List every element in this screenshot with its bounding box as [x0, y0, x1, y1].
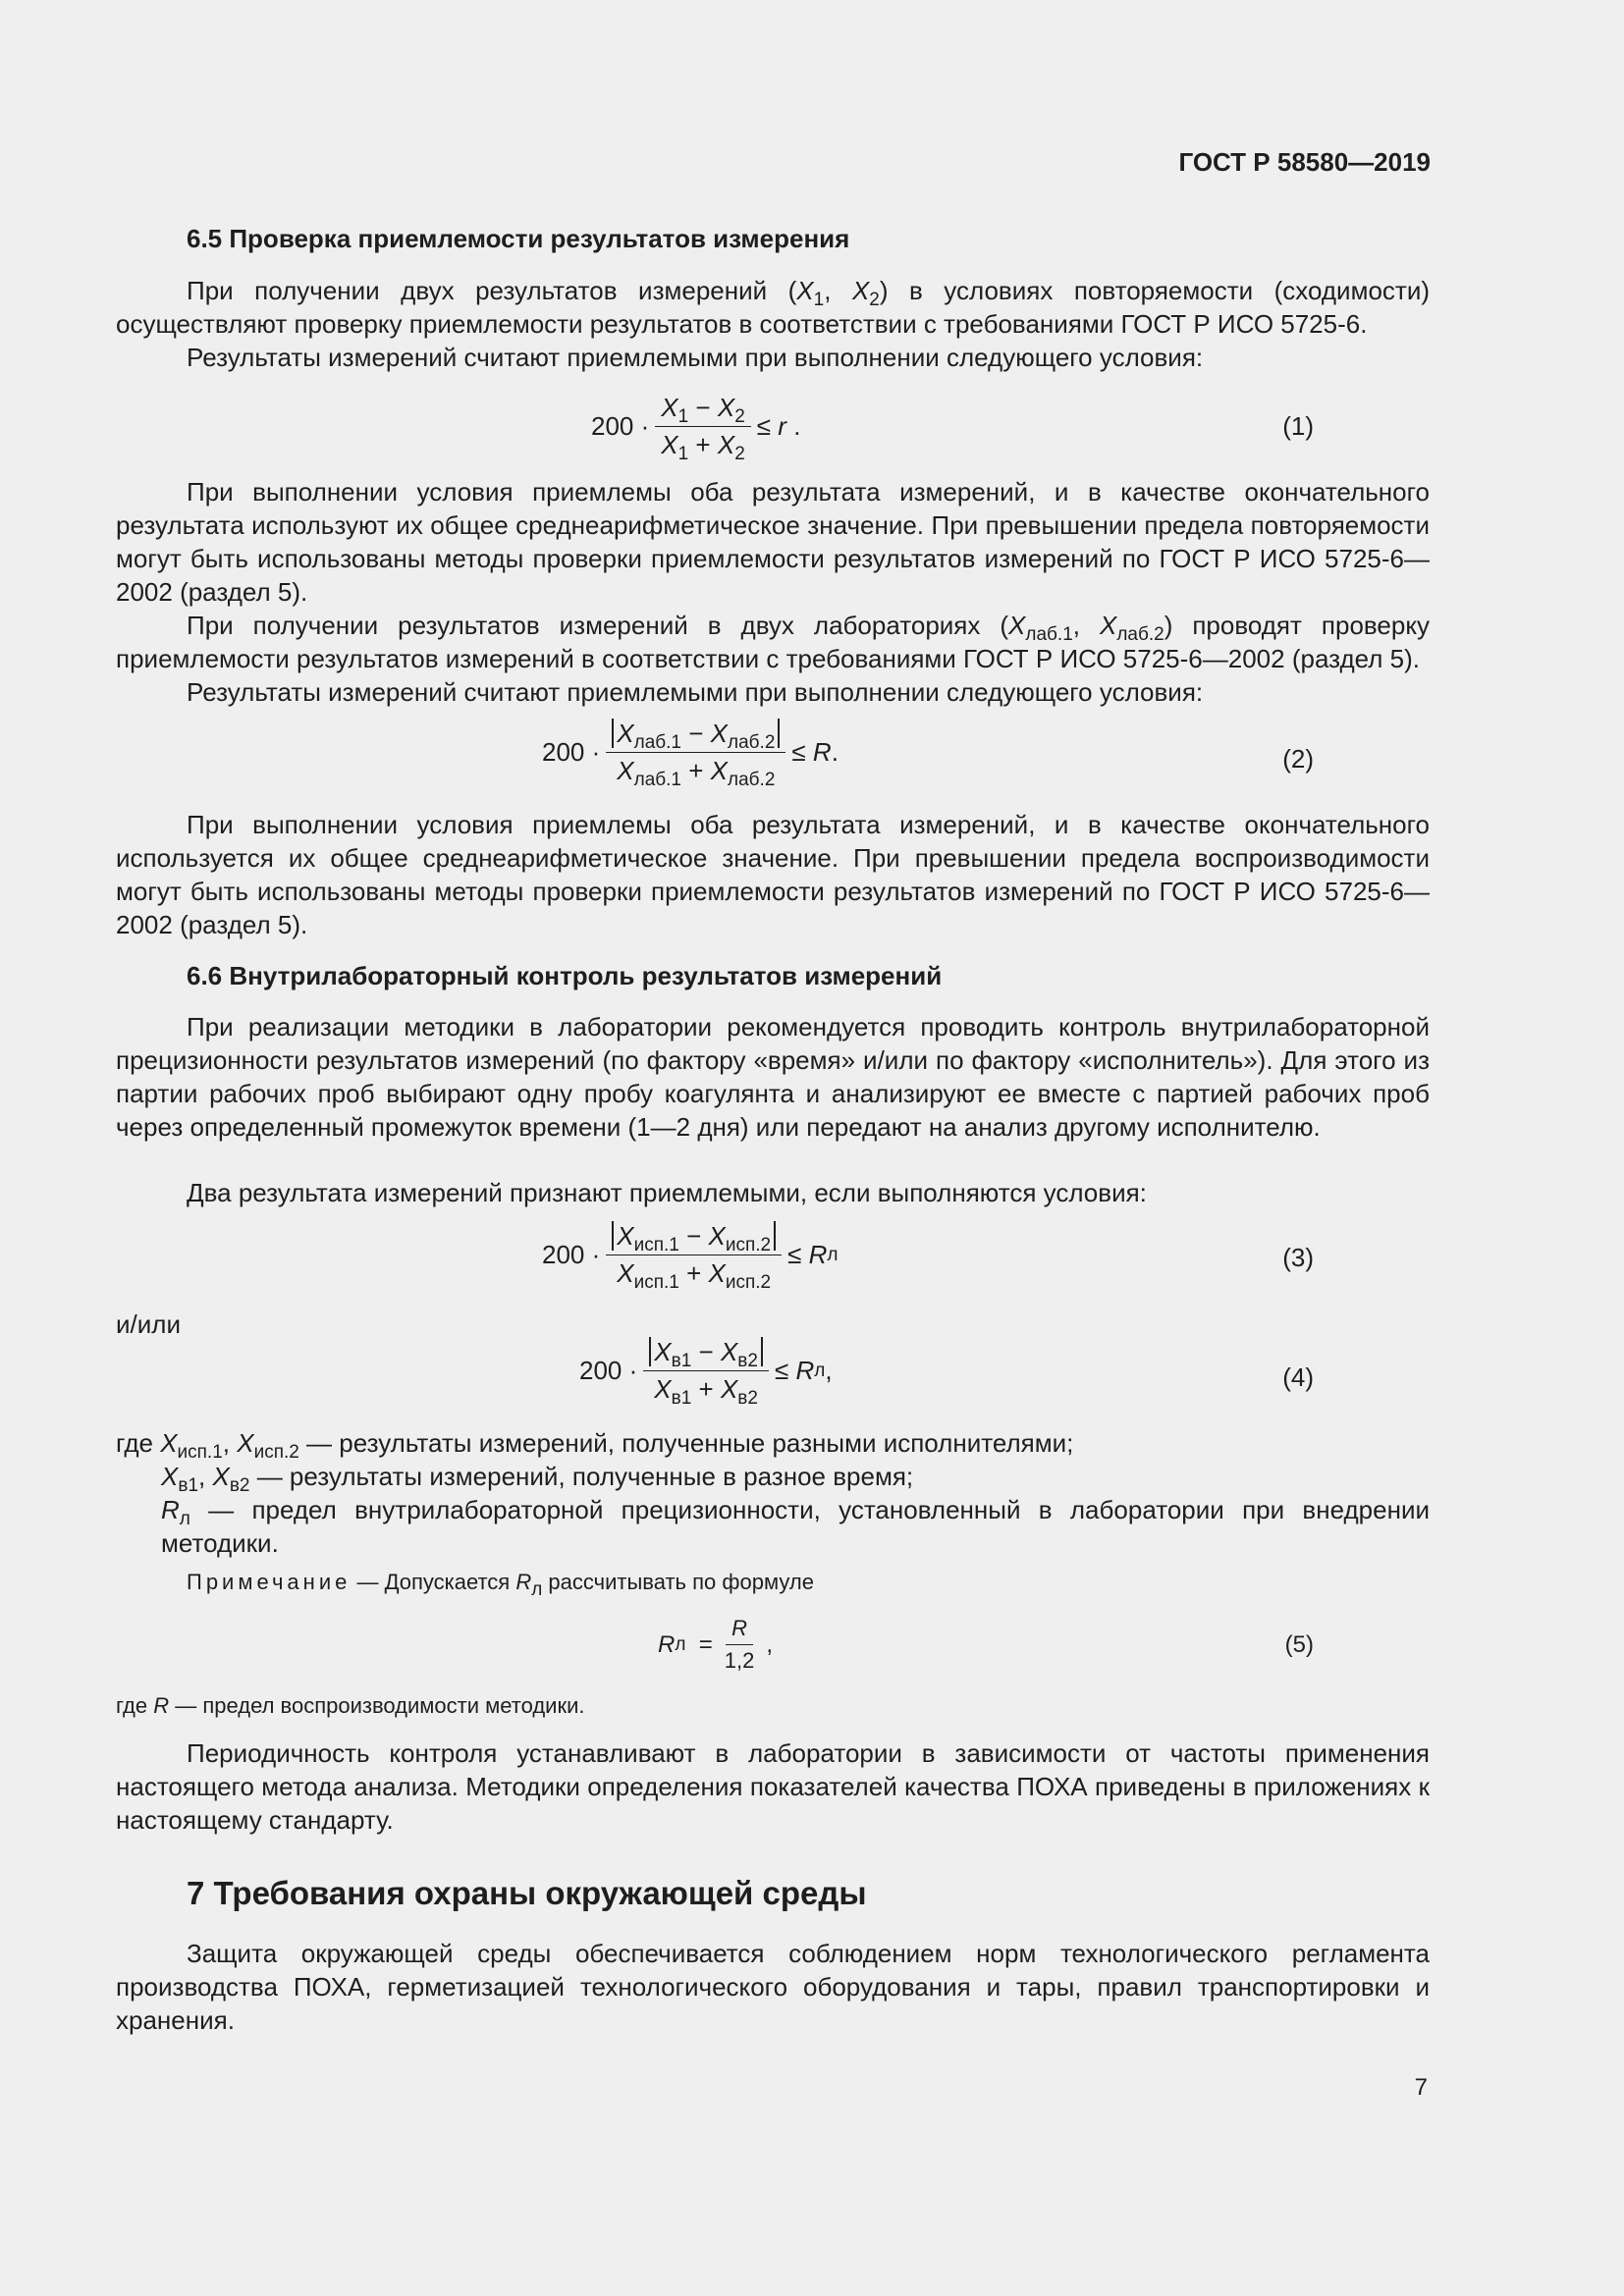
equation-number: (5): [1284, 1631, 1314, 1658]
equation-2: 200 · $\frac{X_{лаб.1} - X_{лаб.2}}{X_{лаб.1} + X_{лаб.2}}$ ≤ R . (2): [542, 719, 1314, 790]
equation-number: (2): [1282, 744, 1314, 774]
equation-number: (4): [1282, 1362, 1314, 1392]
section-title: 7 Требования охраны окружающей среды: [187, 1875, 867, 1911]
equation-number: (3): [1282, 1243, 1314, 1272]
variable-definitions: где $X_{исп.1}$, $X_{исп.2}$ — результаты измерений, полученные разными исполнителями; $X_{в1}$, $X_{в2}$ — результаты измерений, полученные в разное время; $R_л$ — предел внутрилабораторной прецизионности, установленный в лаборатории при внедрении методики.: [116, 1428, 1430, 1558]
paragraph: Периодичность контроля устанавливают в лаборатории в зависимости от частоты применения настоящего метода анализа. Методики определения показателей качества ПОХА приведены в приложениях к настоящему стандарту.: [116, 1738, 1430, 1835]
paragraph: При выполнении условия приемлемы оба результата измерений, и в качестве окончательного используется их общее среднеарифметическое значение. При превышении предела воспроизводимости могут быть использованы методы проверки приемлемости результатов измерений по ГОСТ Р ИСО 5725-6—2002 (раздел 5).: [116, 810, 1430, 939]
paragraph: При получении результатов измерений в двух лабораториях ($X_{лаб.1}$, $X_{лаб.2}$) проводят проверку приемлемости результатов измерений в соответствии с требованиями ГОСТ Р ИСО 5725-6—2002 (раздел 5).: [116, 611, 1431, 673]
note: Примечание — Допускается $R_л$ рассчитывать по формуле: [187, 1570, 814, 1600]
equation-number: (1): [1282, 411, 1314, 441]
section-6-6: [116, 961, 1430, 991]
paragraph: Результаты измерений считают приемлемыми при выполнении следующего условия:: [187, 677, 1204, 707]
page-number: 7: [1414, 2074, 1428, 2101]
paragraph: Защита окружающей среды обеспечивается соблюдением норм технологического регламента производства ПОХА, герметизацией технологического оборудования и тары, правил транспортировки и хранения.: [116, 1939, 1430, 2035]
paragraph: При получении двух результатов измерений ($X_1$, $X_2$) в условиях повторяемости (сходимости) осуществляют проверку приемлемости результатов в соответствии с требованиями ГОСТ Р ИСО 5725-6.: [116, 276, 1431, 339]
connector-text: и/или: [116, 1309, 181, 1339]
section-6-5: [116, 224, 1430, 254]
equation-3: 200 · $\frac{X_{исп.1} - X_{исп.2}}{X_{исп.1} + X_{исп.2}}$ ≤ R л (3): [542, 1221, 1314, 1293]
section-title: 6.6 Внутрилабораторный контроль результатов измерений: [187, 961, 943, 990]
paragraph: При реализации методики в лаборатории рекомендуется проводить контроль внутрилабораторной прецизионности результатов измерений (по фактору «время» и/или по фактору «исполнитель»). Для этого из партии рабочих проб выбирают одну пробу коагулянта и анализируют ее вместе с партией рабочих проб через определенный промежуток времени (1—2 дня) или передают на анализ другому исполнителю.: [116, 1012, 1430, 1142]
section-7: [116, 1875, 1430, 1912]
paragraph: Результаты измерений считают приемлемыми при выполнении следующего условия:: [187, 343, 1204, 372]
note-definition: где R — предел воспроизводимости методики.: [116, 1693, 585, 1718]
section-title: 6.5 Проверка приемлемости результатов измерения: [187, 224, 850, 253]
paragraph: При выполнении условия приемлемы оба результата измерений, и в качестве окончательного результата используют их общее среднеарифметическое значение. При превышении предела повторяемости могут быть использованы методы проверки приемлемости результатов измерений по ГОСТ Р ИСО 5725-6—2002 (раздел 5).: [116, 477, 1430, 607]
equation-4: 200 · $\frac{X_{в1} - X_{в2}}{X_{в1} + X_{в2}}$ ≤ R л , (4): [579, 1337, 1314, 1409]
equation-5: R л = $\frac{R}{1,2}$ , (5): [658, 1616, 1314, 1673]
equation-1: 200 · $\frac{X_1 - X_2}{X_1 + X_2}$ ≤ r . (1): [591, 393, 1314, 464]
paragraph: Два результата измерений признают приемлемыми, если выполняются условия:: [187, 1178, 1147, 1207]
document-code: ГОСТ Р 58580—2019: [1178, 147, 1431, 177]
